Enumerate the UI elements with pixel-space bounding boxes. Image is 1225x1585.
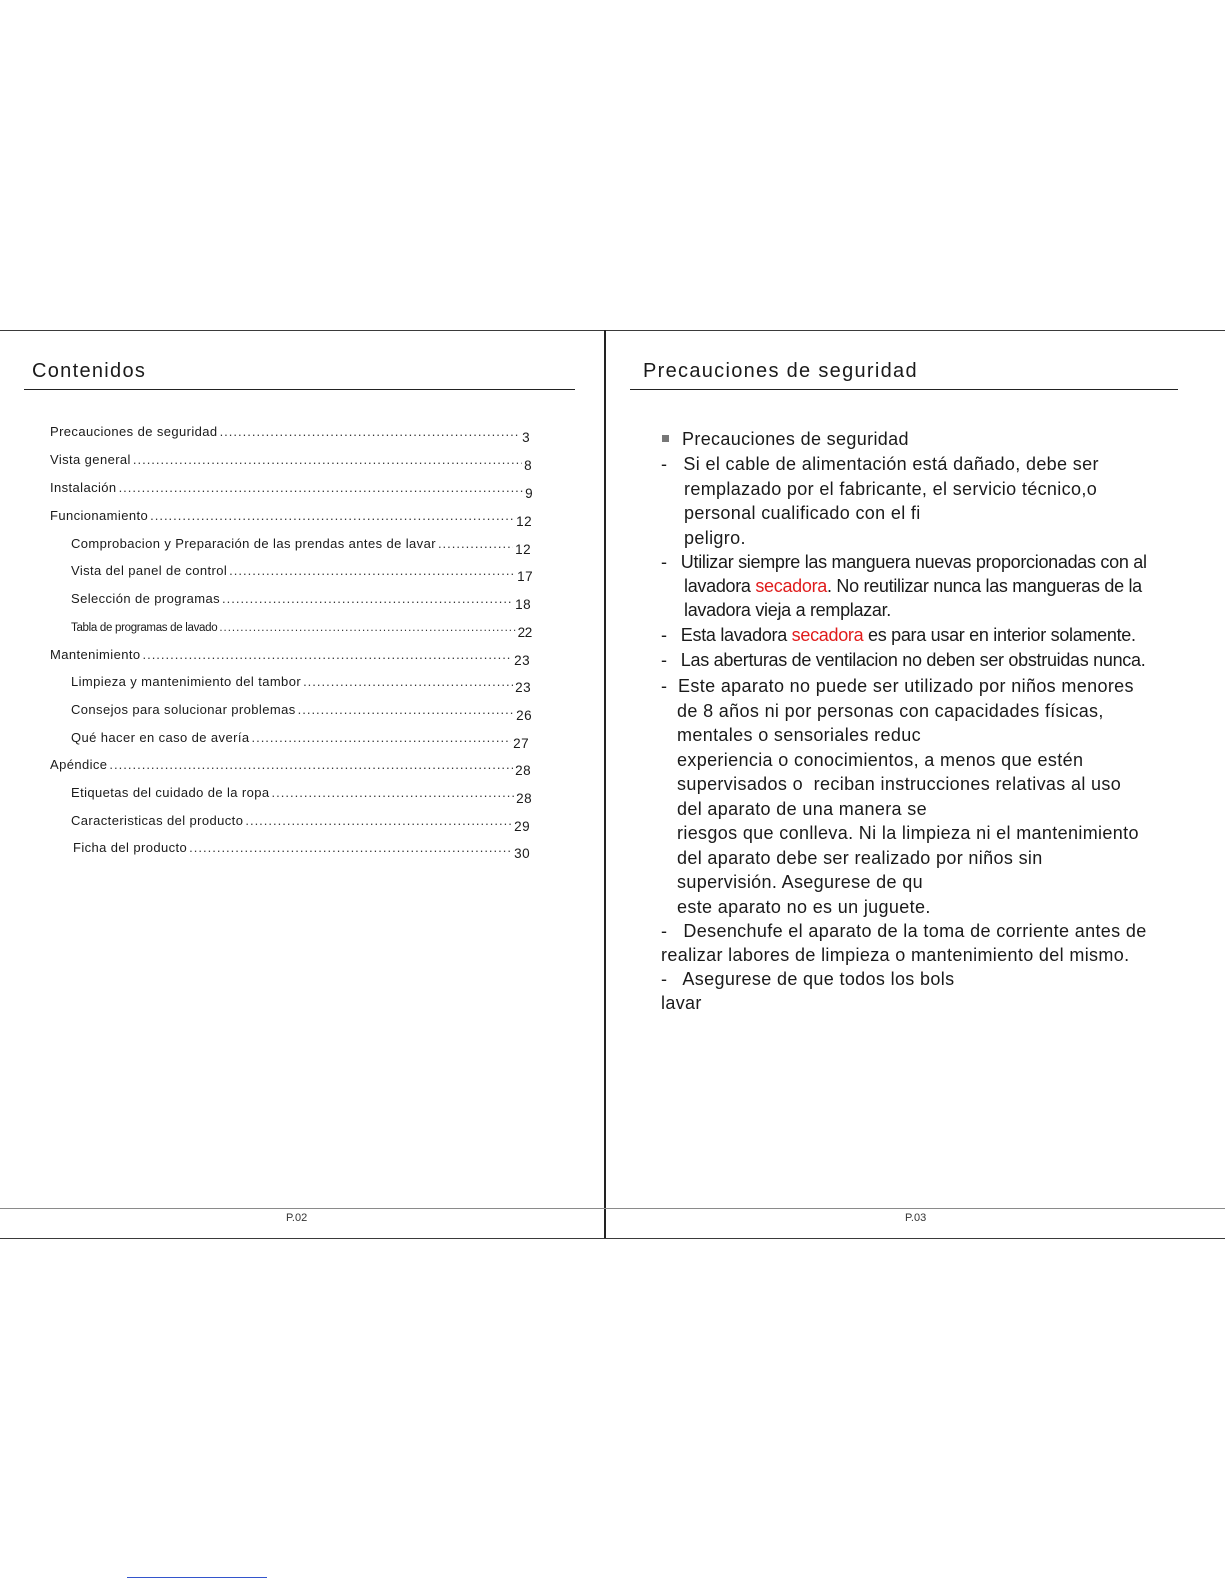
toc-entry[interactable] — [50, 424, 530, 445]
body-line: supervisión. Asegurese de qu — [677, 872, 923, 892]
toc-page-number: 17 — [517, 569, 533, 584]
toc-leader — [119, 480, 524, 495]
top-frame-line — [0, 330, 1225, 331]
body-line: peligro. — [684, 528, 746, 548]
toc-label: Vista general — [50, 452, 131, 467]
toc-leader — [251, 730, 511, 745]
toc-leader — [150, 508, 514, 523]
safety-title: Precauciones de seguridad — [643, 360, 918, 382]
body-line: - Esta lavadora secadora es para usar en interior solamente. — [661, 625, 1136, 645]
toc-label: Mantenimiento — [50, 647, 141, 662]
body-line: del aparato de una manera se — [677, 799, 927, 819]
toc-leader — [245, 813, 512, 828]
body-line: del aparato debe ser realizado por niños sin — [677, 848, 1043, 868]
toc-page-number: 28 — [515, 763, 531, 778]
toc-label: Precauciones de seguridad — [50, 424, 218, 439]
body-line: lavadora secadora. No reutilizar nunca las mangueras de la — [684, 576, 1142, 596]
toc-label: Ficha del producto — [73, 840, 188, 855]
toc-entry[interactable] — [71, 591, 531, 612]
toc-entry[interactable] — [71, 785, 532, 806]
toc-label: Funcionamiento — [50, 508, 149, 523]
body-line: este aparato no es un juguete. — [677, 897, 931, 917]
toc-page-number: 12 — [515, 542, 531, 557]
toc-page-number: 22 — [517, 625, 532, 640]
square-bullet-icon — [662, 435, 669, 442]
body-line: mentales o sensoriales reduc — [677, 725, 921, 745]
toc-leader — [438, 536, 513, 551]
toc-leader — [109, 757, 513, 772]
body-line: - Este aparato no puede ser utilizado por niños menores — [661, 676, 1134, 696]
body-line: riesgos que conlleva. Ni la limpieza ni el mantenimiento — [677, 823, 1139, 843]
body-line: lavar — [661, 993, 702, 1013]
contents-title: Contenidos — [32, 360, 147, 382]
toc-page-number: 12 — [516, 514, 532, 529]
toc-leader — [222, 591, 513, 606]
toc-label: Limpieza y mantenimiento del tambor — [71, 674, 302, 689]
spine-divider — [604, 330, 606, 1239]
toc-label: Apéndice — [50, 757, 108, 772]
toc-leader — [220, 424, 521, 439]
bottom-frame-line — [0, 1238, 1225, 1239]
toc-leader — [272, 785, 515, 800]
toc-label: Qué hacer en caso de avería — [71, 730, 250, 745]
toc-entry[interactable] — [71, 674, 531, 695]
toc-page-number: 29 — [514, 819, 530, 834]
toc-page-number: 28 — [516, 791, 532, 806]
body-line: - Desenchufe el aparato de la toma de corriente antes de — [661, 921, 1147, 941]
page-number-left: P.02 — [286, 1212, 308, 1224]
toc-page-number: 26 — [516, 708, 532, 723]
safety-title-rule — [630, 389, 1178, 390]
body-line: supervisados o reciban instrucciones relativas al uso — [677, 774, 1122, 794]
toc-label: Etiquetas del cuidado de la ropa — [71, 785, 270, 800]
body-line: - Si el cable de alimentación está dañado, debe ser — [661, 454, 1099, 474]
toc-entry[interactable] — [71, 813, 530, 834]
toc-page-number: 3 — [522, 430, 530, 445]
toc-page-number: 23 — [514, 653, 530, 668]
toc-label: Vista del panel de control — [71, 563, 228, 578]
toc-page-number: 8 — [524, 458, 532, 473]
highlight-secadora: secadora — [791, 625, 864, 645]
body-line: remplazado por el fabricante, el servicio técnico,o — [684, 479, 1098, 499]
toc-entry[interactable] — [71, 702, 532, 723]
safety-heading: Precauciones de seguridad — [662, 429, 909, 450]
toc-page-number: 18 — [515, 597, 531, 612]
body-line: personal cualificado con el fi — [684, 503, 921, 523]
toc-label: Comprobacion y Preparación de las prendas antes de lavar — [71, 536, 436, 551]
toc-page-number: 23 — [515, 680, 531, 695]
footer-rule — [0, 1208, 1225, 1209]
body-line: experiencia o conocimientos, a menos que estén — [677, 750, 1084, 770]
toc-label: Caracteristicas del producto — [71, 813, 244, 828]
toc-label: Tabla de programas de lavado — [71, 622, 218, 634]
body-line: - Utilizar siempre las manguera nuevas proporcionadas con al — [661, 552, 1147, 572]
toc-entry[interactable] — [71, 536, 531, 557]
toc-label: Selección de programas — [71, 591, 220, 606]
body-line: - Las aberturas de ventilacion no deben ser obstruidas nunca. — [661, 650, 1146, 670]
body-line: lavadora vieja a remplazar. — [684, 600, 892, 620]
toc-leader — [298, 702, 515, 717]
page-number-right: P.03 — [905, 1212, 927, 1224]
toc-entry[interactable] — [50, 452, 532, 473]
toc-entry[interactable] — [71, 619, 532, 640]
toc-entry[interactable] — [50, 508, 532, 529]
toc-entry[interactable] — [71, 563, 533, 584]
highlight-secadora: secadora — [755, 576, 828, 596]
toc-leader — [303, 674, 513, 689]
body-line: - Asegurese de que todos los bols — [661, 969, 955, 989]
toc-leader — [142, 647, 512, 662]
toc-page-number: 27 — [513, 736, 529, 751]
body-line: realizar labores de limpieza o mantenimiento del mismo. — [661, 945, 1130, 965]
toc-leader — [189, 840, 512, 855]
toc-leader — [133, 452, 522, 467]
toc-entry[interactable] — [50, 480, 533, 501]
contents-title-rule — [24, 389, 575, 390]
toc-label: Instalación — [50, 480, 117, 495]
toc-entry[interactable] — [50, 757, 531, 778]
toc-label: Consejos para solucionar problemas — [71, 702, 296, 717]
toc-entry[interactable] — [71, 730, 529, 751]
toc-entry[interactable] — [73, 840, 530, 861]
bottom-link-underline — [127, 1577, 267, 1578]
toc-page-number: 9 — [525, 486, 533, 501]
toc-entry[interactable] — [50, 647, 530, 668]
toc-page-number: 30 — [514, 846, 530, 861]
toc-leader — [229, 563, 515, 578]
body-line: de 8 años ni por personas con capacidades físicas, — [677, 701, 1104, 721]
toc-leader — [219, 622, 515, 634]
